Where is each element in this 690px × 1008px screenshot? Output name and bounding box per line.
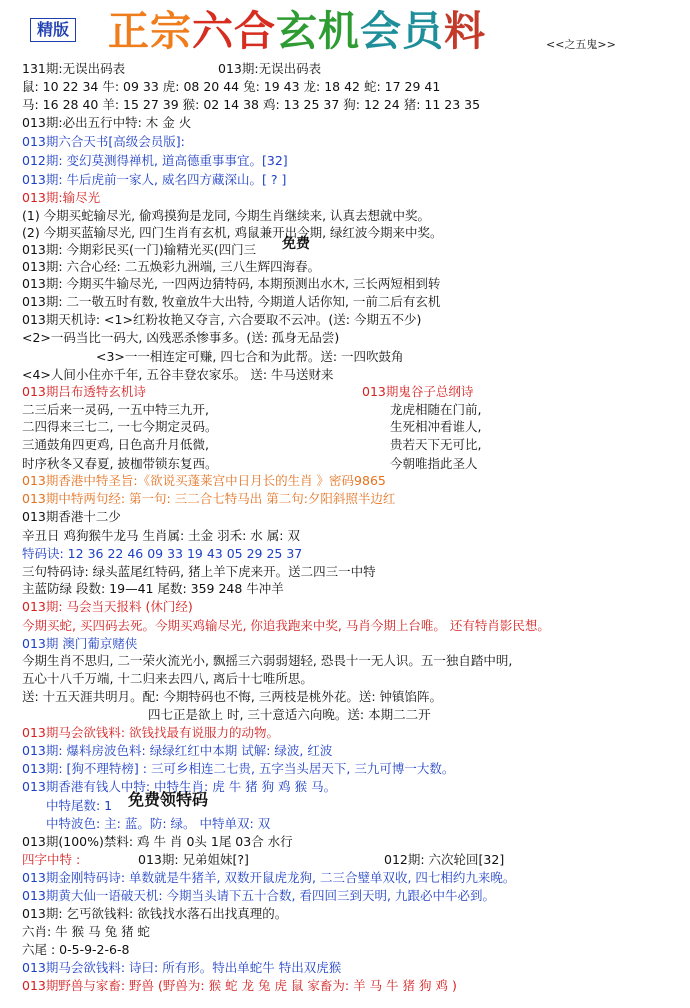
text-line: 二三后来一灵码, 一五中特三九开, — [22, 402, 209, 417]
text-line: 013期: 兄弟姐妹[?] — [138, 852, 249, 867]
edition-badge: 精版 — [30, 18, 76, 42]
text-line: <3>一一相连定可赚, 四七合和为此帮。送: 一四吹鼓角 — [96, 349, 404, 364]
text-line: 013期:必出五行中特: 木 金 火 — [22, 115, 192, 130]
text-line: 免费领特码 — [128, 790, 209, 809]
text-line: 特码诀: 12 36 22 46 09 33 19 43 05 29 25 37 — [22, 546, 303, 561]
text-line: <4>人间小住亦千年, 五谷丰登农家乐。 送: 牛马送财来 — [22, 367, 334, 382]
text-line: 今朝唯指此圣人 — [390, 456, 478, 471]
text-line: 鼠: 10 22 34 牛: 09 33 虎: 08 20 44 兔: 19 43 龙: 18 42 蛇: 17 29 41 — [22, 79, 441, 94]
text-line: 四七正是欲上 时, 三十意适六向晚。送: 本期二二开 — [148, 707, 431, 722]
text-line: 013期 澳门葡京赌侠 — [22, 636, 138, 651]
text-line: 013期(100%)禁料: 鸡 牛 肖 0头 1尾 03合 水行 — [22, 834, 293, 849]
text-line: 013期:无误出码表 — [218, 61, 322, 76]
text-line: 012期: 六次轮回[32] — [384, 852, 505, 867]
text-line: 贵若天下无可比, — [390, 437, 482, 452]
text-line: 013期金刚特码诗: 单数就是牛猪羊, 双数开鼠虎龙狗, 二三合璧单双收, 四七相约九来晚。 — [22, 870, 516, 885]
text-line: 012期: 变幻莫测得禅机, 道高德重事事宜。[32] — [22, 153, 288, 168]
text-line: 013期香港有钱人中特: 中特生肖: 虎 牛 猪 狗 鸡 猴 马。 — [22, 779, 337, 794]
title-part: 会员 — [360, 7, 444, 55]
text-line: 013期香港中特圣旨:《欲说买蓬莱宫中日月长的生肖 》密码9865 — [22, 473, 386, 488]
text-line: 013期天机诗: <1>红粉妆艳又夺言, 六合要取不云冲。(送: 今期五不少) — [22, 312, 422, 327]
text-line: 013期:输尽光 — [22, 190, 101, 205]
title-part: 料 — [444, 7, 486, 55]
title-part: 正宗 — [108, 7, 192, 55]
text-line: 013期: [狗不理特榜] : 三可乡相连二七贵, 五字当头居天下, 三九可博一大数。 — [22, 761, 455, 776]
text-line: 013期: 爆料房波色料: 绿绿红红中本期 试解: 绿波, 红波 — [22, 743, 333, 758]
text-line: 013期: 乞丐欲钱料: 欲钱找水落石出找真理的。 — [22, 906, 288, 921]
text-line: <2>一码当比一码大, 凶残恶杀惨事多。(送: 孤身无品尝) — [22, 330, 340, 345]
page-title — [108, 4, 486, 58]
text-line: 013期: 今期彩民买(一门)输精光买(四门三 — [22, 242, 257, 257]
author-signature: <<之五鬼>> — [546, 38, 616, 51]
text-line: 013期野兽与家畜: 野兽 (野兽为: 猴 蛇 龙 兔 虎 鼠 家畜为: 羊 马 牛 猪 狗 鸡 ) — [22, 978, 457, 993]
text-line: 时序秋冬又春夏, 披枷带锁东复西。 — [22, 456, 218, 471]
text-line: 013期黄大仙一语破天机: 今期当头请下五十合数, 看四回三到天明, 九跟必中牛必到。 — [22, 888, 495, 903]
text-line: 六肖: 牛 猴 马 兔 猪 蛇 — [22, 924, 151, 939]
text-line: 中特波色: 主: 蓝。防: 绿。 中特单双: 双 — [46, 816, 271, 831]
text-line: 送: 十五天涯共明月。配: 今期特码也不悔, 三两枝是桃外花。送: 钟镇馅阵。 — [22, 689, 443, 704]
text-line: 013期: 今期买牛输尽光, 一四两边猜特码, 本期预测出水木, 三长两短相到转 — [22, 276, 441, 291]
text-line: 013期: 六合心经: 二五焕彩九洲端, 三八生辉四海春。 — [22, 259, 321, 274]
text-line: 013期马会欲钱料: 欲钱找最有说服力的动物。 — [22, 725, 280, 740]
text-line: 三通鼓角四更鸡, 日色高升月低微, — [22, 437, 209, 452]
text-line: 013期吕布透特玄机诗 — [22, 384, 146, 399]
text-line: 131期:无误出码表 — [22, 61, 126, 76]
text-line: 013期: 二一敬五时有数, 牧童放牛大出特, 今期道人话你知, 一前二后有玄机 — [22, 294, 441, 309]
title-part: 六合 — [192, 7, 276, 55]
text-line: 二四得来三七二, 一七今期定灵码。 — [22, 419, 218, 434]
text-line: 辛丑日 鸡狗猴牛龙马 生肖属: 土金 羽禾: 水 属: 双 — [22, 528, 300, 543]
text-line: 013期六合天书[高级会员版]: — [22, 134, 185, 149]
text-line: 013期: 牛后虎前一家人, 威名四方藏深山。[ ? ] — [22, 172, 287, 187]
text-line: 三句特码诗: 绿头蓝尾红特码, 猪上羊下虎来开。送二四三一中特 — [22, 564, 376, 579]
text-line: 六尾 : 0-5-9-2-6-8 — [22, 942, 130, 957]
text-line: 013期马会欲钱料: 诗曰: 所有形。特出单蛇牛 特出双虎猴 — [22, 960, 342, 975]
text-line: 龙虎相随在门前, — [390, 402, 482, 417]
text-line: (1) 今期买蛇输尽光, 偷鸡摸狗是龙同, 今期生肖继续来, 认真去想就中奖。 — [22, 208, 431, 223]
text-line: 生死相冲看谁人, — [390, 419, 482, 434]
text-line: 免费 — [282, 236, 310, 252]
text-line: 013期中特两句经: 第一句: 三二合七特马出 第二句:夕阳斜照半边红 — [22, 491, 396, 506]
text-line: 四字中特 : — [22, 852, 81, 867]
text-line: (2) 今期买蓝输尽光, 四门生肖有玄机, 鸡鼠兼开出今期, 绿红波今期来中奖。 — [22, 225, 443, 240]
text-line: 013期香港十二少 — [22, 509, 121, 524]
title-part: 玄机 — [276, 7, 360, 55]
text-line: 马: 16 28 40 羊: 15 27 39 猴: 02 14 38 鸡: 13 25 37 狗: 12 24 猪: 11 23 35 — [22, 97, 481, 112]
text-line: 013期: 马会当天报料 (休门经) — [22, 599, 193, 614]
text-line: 今期生肖不思归, 二一荣火流光小, 飘摇三六弱弱翅轻, 恐畏十一无人识。五一独自踏中明, — [22, 653, 513, 668]
text-line: 中特尾数: 1 — [46, 798, 113, 813]
text-line: 五心十八千万端, 十二归来去四八, 离后十七唯所思。 — [22, 671, 313, 686]
text-line: 主蓝防绿 段数: 19—41 尾数: 359 248 牛冲羊 — [22, 581, 284, 596]
text-line: 013期鬼谷子总纲诗 — [362, 384, 474, 399]
text-line: 今期买蛇, 买四码去死。今期买鸡输尽光, 你追我跑来中奖, 马肖今期上台唯。 还有特肖影民想。 — [22, 618, 550, 633]
